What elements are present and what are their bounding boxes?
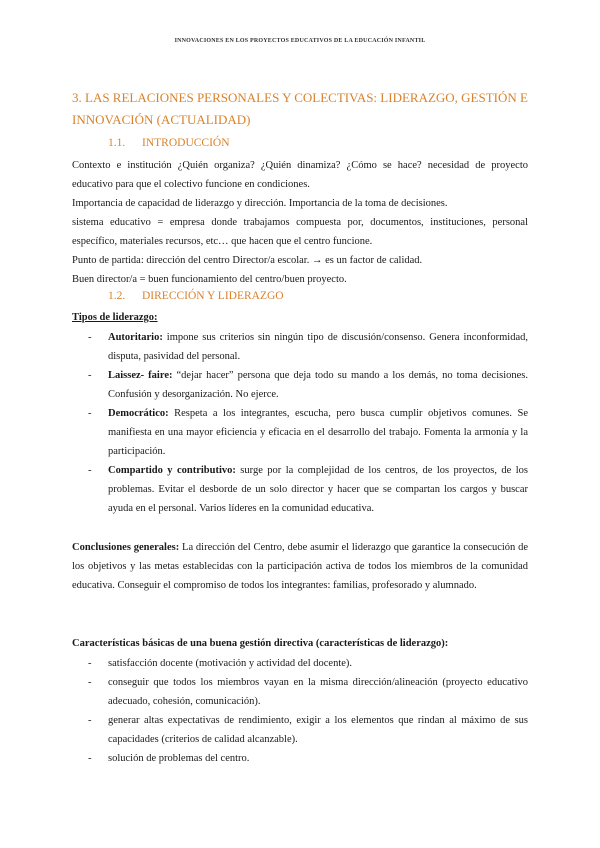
item-text: impone sus criterios sin ningún tipo de discusión/consenso. Genera inconformidad, disputa, pasividad del personal. <box>108 332 528 362</box>
item-text: conseguir que todos los miembros vayan en la misma dirección/alineación (proyecto educativo adecuado, cohesión, comunicación). <box>108 677 528 707</box>
conclusions-text: La dirección del Centro, debe asumir el liderazgo que garantice la consecución de los objetivos y las metas establecidas con la participación activa de todos los miembros de la comunidad educativa. Conseguir el compromiso de todos los integrantes: familias, profesorado y alumnado. <box>72 542 528 591</box>
types-heading: Tipos de liderazgo: <box>72 312 158 323</box>
item-term: Autoritario: <box>108 332 163 343</box>
list-dash: - <box>88 753 92 764</box>
running-header: INNOVACIONES EN LOS PROYECTOS EDUCATIVOS DE LA EDUCACIÓN INFANTIL <box>174 38 426 44</box>
paragraph: Contexto e institución ¿Quién organiza? ¿Quién dinamiza? ¿Cómo se hace? necesidad de proyecto educativo para que el colectivo funcione en condiciones. <box>72 160 528 190</box>
conclusions-label: Conclusiones generales: <box>72 542 180 553</box>
list-item <box>88 711 528 749</box>
list-dash: - <box>88 715 92 726</box>
item-text: “dejar hacer” persona que deja todo su mando a los demás, no toma decisiones. Confusión y desorganización. No ejerce. <box>108 370 529 400</box>
types-heading-block <box>72 308 528 327</box>
paragraph: Punto de partida: dirección del centro Director/a escolar. → es un factor de calidad. <box>72 255 423 266</box>
section-number: 1.1. <box>108 137 126 149</box>
paragraph: Importancia de capacidad de liderazgo y dirección. Importancia de la toma de decisiones. <box>72 198 448 209</box>
list-dash: - <box>88 677 92 688</box>
chapter-title: 3. LAS RELACIONES PERSONALES Y COLECTIVAS: LIDERAZGO, GESTIÓN E INNOVACIÓN (ACTUALIDAD) <box>72 90 528 127</box>
list-dash: - <box>88 332 92 343</box>
list-item <box>88 673 528 711</box>
item-text: surge por la complejidad de los centros, de los proyectos, de los problemas. Evitar el desborde de un solo director y hacer que se compartan los cargos y buscar ayuda en el personal. Varios líderes en la comunidad educativa. <box>108 465 528 514</box>
section-title: DIRECCIÓN Y LIDERAZGO <box>142 290 284 302</box>
introduction-body <box>72 156 528 289</box>
characteristics-list <box>88 654 528 768</box>
section-heading-leadership <box>108 290 284 302</box>
list-item <box>88 404 528 461</box>
leadership-types-list <box>88 328 528 518</box>
list-item <box>88 366 528 404</box>
list-item <box>88 654 528 673</box>
item-text: generar altas expectativas de rendimiento, exigir a los elementos que rindan al máximo de sus capacidades (criterios de calidad alcanzable). <box>108 715 528 745</box>
list-dash: - <box>88 408 92 419</box>
characteristics-heading: Características básicas de una buena gestión directiva (características de liderazgo): <box>72 638 449 649</box>
item-term: Democrático: <box>108 408 169 419</box>
item-term: Laissez- faire: <box>108 370 173 381</box>
list-dash: - <box>88 658 92 669</box>
paragraph: Buen director/a = buen funcionamiento del centro/buen proyecto. <box>72 274 347 285</box>
item-text: satisfacción docente (motivación y actividad del docente). <box>108 658 353 669</box>
item-term: Compartido y contributivo: <box>108 465 236 476</box>
characteristics-heading-block <box>72 634 528 653</box>
list-item <box>88 328 528 366</box>
conclusions-block <box>72 538 528 595</box>
item-text: solución de problemas del centro. <box>108 753 250 764</box>
list-dash: - <box>88 370 92 381</box>
item-text: Respeta a los integrantes, escucha, pero busca cumplir objetivos comunes. Se manifiesta en una mayor eficiencia y eficacia en el desarrollo del trabajo. Fomenta la armonía y la participación. <box>108 408 528 457</box>
list-item <box>88 461 528 518</box>
section-number: 1.2. <box>108 290 126 302</box>
section-heading-introduction <box>108 137 230 149</box>
section-title: INTRODUCCIÓN <box>142 137 230 149</box>
list-dash: - <box>88 465 92 476</box>
list-item <box>88 749 528 768</box>
paragraph: sistema educativo = empresa donde trabajamos compuesta por, documentos, instituciones, personal específico, materiales recursos, etc… que hacen que el centro funcione. <box>72 217 528 247</box>
